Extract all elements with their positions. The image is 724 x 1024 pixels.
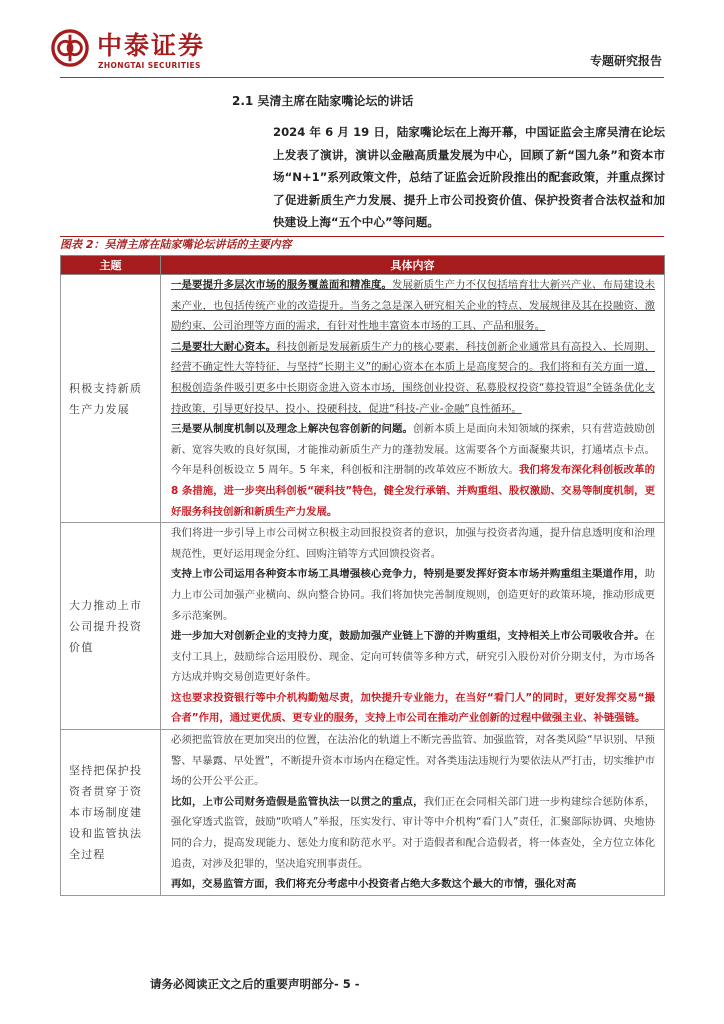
content-paragraph [161,419,664,522]
content-paragraph [161,688,664,729]
highlight-text: 我们将发布深化科创板改革的 8 条措施，进一步突出科创板“硬科技”特色，健全发行承销、并购重组、股权激励、交易等制度机制，更好服务科技创新和新质生产力发展。 [171,464,655,518]
row-topic-cell [61,275,161,523]
report-type-label: 专题研究报告 [589,54,662,68]
column-header-content: 具体内容 [161,256,665,275]
content-paragraph [161,626,664,688]
figure-caption: 图表 2：吴清主席在陆家嘴论坛讲话的主要内容 [60,236,664,253]
zhongtai-logo-icon [51,29,89,67]
page-header [0,0,724,84]
content-paragraph [161,874,664,895]
body-text: 我们正在会同相关部门进一步构建综合惩防体系，强化穿透式监管，鼓励“吹哨人”举报，压实发行、审计等中介机构“看门人”责任，汇聚部际协调、央地协同的合力，提高发现能力、惩处力度和防范水平。对于造假者和配合造假者，将一体查处，全方位立体化追责，对涉及犯罪的，坚决追究刑事责任。 [171,795,655,870]
highlight-text: 这也要求投资银行等中介机构勤勉尽责，加快提升专业能力，在当好“看门人”的同时，更好发挥交易“撮合者”作用，通过更优质、更专业的服务，支持上市公司在推动产业创新的过程中做强主业、补链强链。 [171,691,655,725]
body-text: 科技创新是发展新质生产力的核心要素，科技创新企业通常具有高投入、长周期、经营不确定性大等特征，与坚持“长期主义”的耐心资本在本质上是高度契合的。我们将和有关方面一道，积极创造条件吸引更多中长期资金进入资本市场，围绕创业投资、私募股权投资“募投管退”全链条优化支持政策，引导更好投早、投小、投硬科技，促进“科技-产业-金融”良性循环。 [171,340,655,415]
body-text: 助力上市公司加强产业横向、纵向整合协同。我们将加快完善制度规则，创造更好的政策环境，推动形成更多示范案例。 [171,568,655,622]
emphasis-text: 一是要提升多层次市场的服务覆盖面和精准度。 [171,279,393,291]
footer-disclaimer: 请务必阅读正文之后的重要声明部分- 5 - [150,977,360,991]
content-paragraph [161,523,664,564]
emphasis-text: 再如，交易监管方面，我们将充分考虑中小投资者占绝大多数这个最大的市情，强化对高 [171,878,577,891]
row-topic: 大力推动上市公司提升投资价值 [69,598,143,654]
body-text: 必须把监管放在更加突出的位置，在法治化的轨道上不断完善监管、加强监管，对各类风险“早识别、早预警、早暴露、早处置”，不断提升资本市场内在稳定性。对各类违法违规行为要依法从严打击，切实维护市场的公开公平公正。 [171,734,655,788]
row-topic-cell [61,523,161,730]
logo-wordmark-en: ZHONGTAI SECURITIES [98,61,201,70]
content-paragraph [161,730,664,792]
content-paragraph [161,275,664,337]
body-text: 发展新质生产力不仅包括培育壮大新兴产业、布局建设未来产业，也包括传统产业的改造提升。当务之急是深入研究相关企业的特点、发展规律及其在投融资、激励约束、公司治理等方面的需求，有针对性地丰富资本市场的工具、产品和服务。 [171,279,655,333]
emphasis-text: 二是要壮大耐心资本。 [171,340,277,353]
row-content-cell [161,730,665,896]
emphasis-text: 支持上市公司运用各种资本市场工具增强核心竞争力，特别是要发挥好资本市场并购重组主渠道作用， [171,568,645,581]
content-table [60,255,665,896]
row-content-cell [161,523,665,730]
content-paragraph [161,337,664,419]
content-paragraph [161,792,664,874]
body-text: 在支付工具上，鼓励综合运用股份、现金、定向可转债等多种方式，研究引入股份对价分期支付，为市场各方达成并购交易创造更好条件。 [171,630,655,684]
row-topic: 坚持把保护投资者贯穿于资本市场制度建设和监管执法全过程 [69,763,143,861]
body-text: 我们将进一步引导上市公司树立积极主动回报投资者的意识，加强与投资者沟通，提升信息透明度和治理规范性，更好运用现金分红、回购注销等方式回馈投资者。 [171,527,655,560]
content-paragraph [161,564,664,626]
table-row [61,523,665,730]
emphasis-text: 三是要从制度机制以及理念上解决包容创新的问题。 [171,423,414,436]
body-text: 创新本质上是面向未知领域的探索，只有营造鼓励创新、宽容失败的良好氛围，才能推动新质生产力的蓬勃发展。这需要各个方面凝聚共识，打通堵点卡点。今年是科创板设立 5 周年。5 年来，科创板和注册制的改革效应不断放大。 [171,423,656,477]
row-topic: 积极支持新质生产力发展 [69,381,143,416]
emphasis-text: 进一步加大对创新企业的支持力度，鼓励加强产业链上下游的并购重组，支持相关上市公司吸收合并。 [171,630,645,643]
column-header-topic: 主题 [61,256,161,275]
row-topic-cell [61,730,161,896]
emphasis-text: 比如，上市公司财务造假是监管执法一以贯之的重点， [171,795,424,808]
section-title: 2.1 吴清主席在陆家嘴论坛的讲话 [232,94,414,108]
intro-paragraph: 2024 年 6 月 19 日，陆家嘴论坛在上海开幕，中国证监会主席吴清在论坛上发表了演讲，演讲以金融高质量发展为中心，回顾了新“国九条”和资本市场“N+1”系列政策文件，总结了证监会近阶段推出的配套政策，并重点探讨了促进新质生产力发展、提升上市公司投资价值、保护投资者合法权益和加快建设上海“五个中心”等问题。 [273,125,665,229]
table-row [61,730,665,896]
table-row [61,275,665,523]
table-header-row [61,256,665,275]
logo-wordmark-cn: 中泰证券 [97,31,206,60]
row-content-cell [161,275,665,523]
header-divider [60,77,664,78]
